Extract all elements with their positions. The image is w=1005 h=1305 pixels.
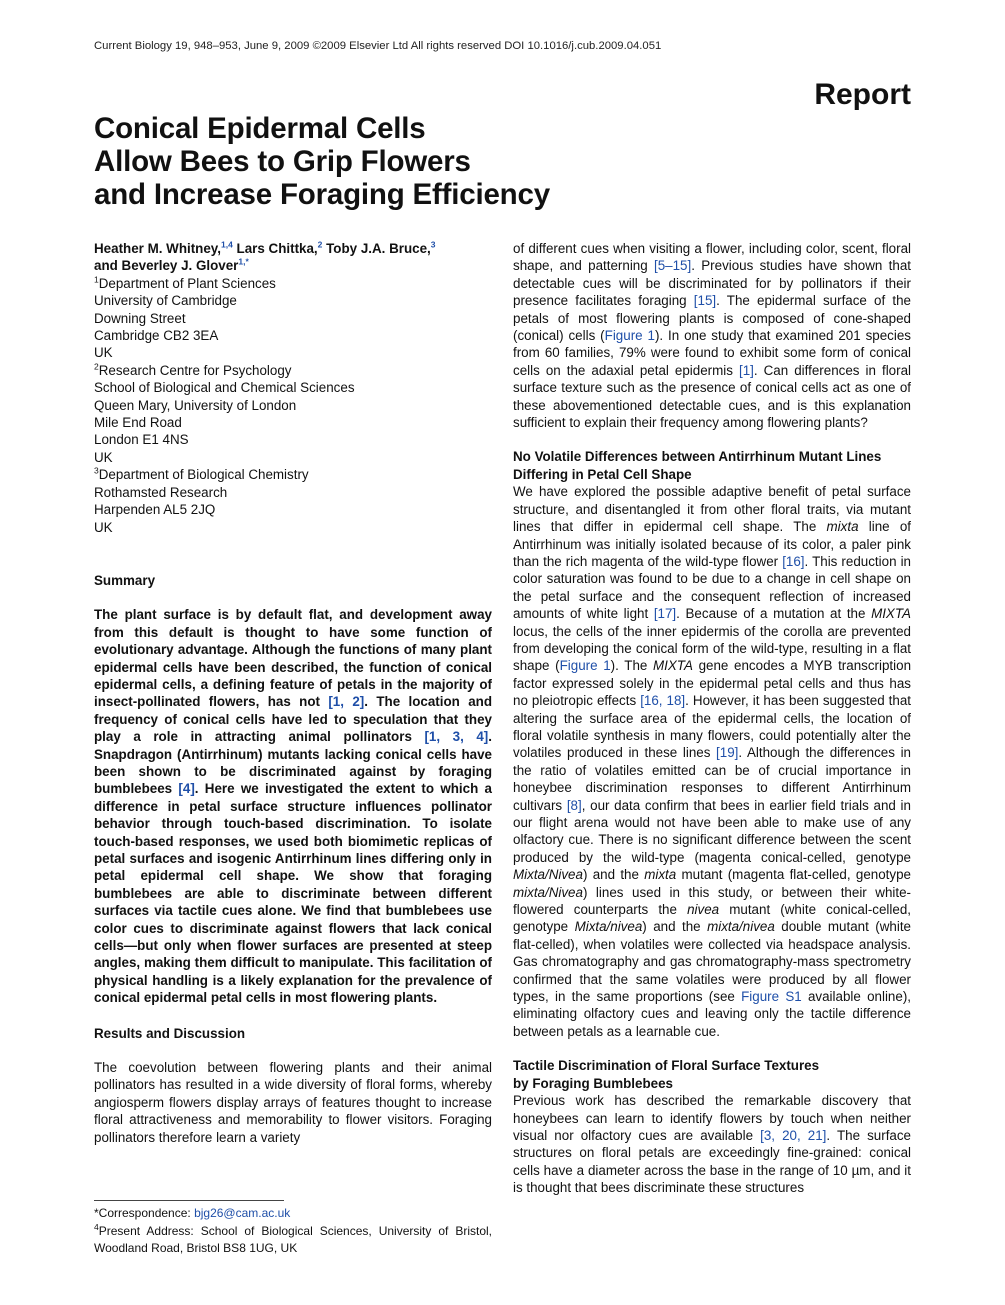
affiliation-line: University of Cambridge xyxy=(94,293,237,309)
citation-link[interactable]: [1] xyxy=(739,362,754,378)
body-text: locus, the cells of the inner epidermis of the corolla are prevented from developing the conical form of the wild-type, resulting in a flat shape ( xyxy=(513,623,911,674)
citation-link[interactable]: [19] xyxy=(716,745,739,761)
figure-link[interactable]: Figure S1 xyxy=(741,989,802,1005)
citation-link[interactable]: [1, 3, 4] xyxy=(424,729,489,745)
citation-link[interactable]: [1, 2] xyxy=(328,694,365,710)
author-name: Lars Chittka, xyxy=(232,241,318,256)
left-column xyxy=(94,240,492,1146)
affiliation-line: Department of Biological Chemistry xyxy=(98,467,309,483)
body-text: ) and the xyxy=(582,867,645,883)
citation-link[interactable]: [17] xyxy=(653,606,677,622)
citation-link[interactable]: [16, 18] xyxy=(640,693,686,709)
body-text: line of Antirrhinum was initially isolated because of its color, a paler pink than the rich magenta of the wild-type flower xyxy=(513,519,911,569)
results-heading: Results and Discussion xyxy=(94,1025,246,1041)
affiliation-line: Department of Plant Sciences xyxy=(98,275,276,291)
italic-term: Mixta/nivea xyxy=(574,919,643,935)
title-line: and Increase Foraging Efficiency xyxy=(94,178,550,211)
present-address-text: Present Address: School of Biological Sciences, University of Bristol, Woodland Road, Bristol BS8 1UG, UK xyxy=(94,1223,492,1255)
body-text: . Can differences in floral surface texture such as the presence of conical cells act as one of these abovementioned detectable cues, and is this explanation sufficient to explain their frequency among flowering plants? xyxy=(513,362,912,431)
citation-link[interactable]: [3, 20, 21] xyxy=(760,1127,827,1143)
section-heading-line: Differing in Petal Cell Shape xyxy=(513,466,692,482)
citation-link[interactable]: [15] xyxy=(693,293,717,309)
body-text: double mutant (white flat-celled), when volatiles were collected via headspace analysis. Gas chromatography and gas chromatography-mass spectrometry confirmed that the same volatiles were produced by all flower types, in the same proportions (see xyxy=(513,919,912,1005)
author-affiliation-sup[interactable]: 3 xyxy=(430,239,436,250)
summary-text: The plant surface is by default flat, and development away from this default is thought to have some function of evolutionary advantage. Although the functions of many plant epidermal cells have been described, the function of conical epidermal cells, a defining feature of petals in the majority of insect-pollinated flowers, has not xyxy=(94,607,492,710)
body-text: We have explored the possible adaptive benefit of petal surface structure, and disentangled it from other floral traits, via mutant lines that differ in epidermal cell shape. The xyxy=(513,484,911,535)
citation-link[interactable]: [16] xyxy=(782,553,805,569)
summary-heading: Summary xyxy=(94,572,156,588)
body-text: , our data confirm that bees in earlier field trials and in our flight arena would not have been able to make use of any olfactory cue. There is no significant difference between the scent produced by the wild-type (magenta conical-celled, genotype xyxy=(513,797,911,865)
author-affiliation-sup[interactable]: 1,4 xyxy=(220,239,233,250)
affiliation-line: Downing Street xyxy=(94,310,186,326)
body-text: . Although the differences in the ratio of volatiles emitted can be of crucial importance in honeybee discrimination responses to different Antirrhinum cultivars xyxy=(513,745,911,813)
body-text: ). In one study that examined 201 species from 60 families, 79% were found to exhibit some form of conical cells on the adaxial petal epidermis xyxy=(513,328,911,378)
body-text: Previous work has described the remarkable discovery that honeybees can learn to identify flowers by touch when neither visual nor olfactory cues are available xyxy=(513,1093,911,1143)
italic-term: mixta/nivea xyxy=(707,919,775,935)
body-text: . Previous studies have shown that detectable cues will be discriminated for by pollinators if their presence facilitates foraging xyxy=(513,258,911,309)
section-heading-line: by Foraging Bumblebees xyxy=(513,1075,673,1091)
affiliation-sup: 2 xyxy=(94,361,99,372)
body-text: . This reduction in color saturation was found to be due to a change in cell shape on the petal surface and the consequent reflection of increased amounts of white light xyxy=(513,553,911,622)
affiliation-line: Mile End Road xyxy=(94,415,182,431)
right-column xyxy=(513,240,911,1197)
section-paragraph xyxy=(513,1092,911,1196)
citation-link[interactable]: [5–15] xyxy=(653,258,692,274)
section-heading xyxy=(513,448,911,483)
italic-term: mixta xyxy=(826,519,859,535)
author-affiliation-sup[interactable]: 1,* xyxy=(238,256,249,267)
section-paragraph xyxy=(513,483,911,1040)
section-heading-line: Tactile Discrimination of Floral Surface Textures xyxy=(513,1058,820,1074)
intro-paragraph xyxy=(513,240,911,431)
italic-term: mixta/Nivea xyxy=(513,884,583,900)
summary-text: . Snapdragon (Antirrhinum) mutants lacking conical cells have been shown to be discriminated against by foraging bumblebees xyxy=(94,729,492,797)
body-text: ) and the xyxy=(642,919,708,935)
affiliation-line: Queen Mary, University of London xyxy=(94,397,297,413)
footnotes xyxy=(94,1203,492,1258)
footnote-divider xyxy=(94,1200,284,1201)
body-text: available online), eliminating olfactory cues and leaving only the tactile difference between petals as a learnable cue. xyxy=(513,989,911,1039)
correspondence-label: *Correspondence: xyxy=(94,1206,195,1220)
affiliation-line: Rothamsted Research xyxy=(94,484,228,500)
email-link[interactable]: bjg26@cam.ac.uk xyxy=(194,1206,291,1220)
author-name: Heather M. Whitney, xyxy=(94,241,221,256)
italic-term: MIXTA xyxy=(653,658,693,674)
body-text: of different cues when visiting a flower, including color, scent, floral shape, and patterning xyxy=(513,241,911,274)
body-text: ) lines used in this study, or between their white-flowered counterparts the xyxy=(513,884,911,918)
body-text: ). The xyxy=(610,658,653,674)
citation-link[interactable]: [8] xyxy=(566,797,582,813)
author-affiliation-sup[interactable]: 2 xyxy=(317,239,323,250)
body-text: . The surface structures on floral petals are exceedingly fine-grained: conical cells have a diameter across the base in the range of 10 µm, and it is thought that bees discriminate these structures xyxy=(513,1127,911,1196)
affiliation-sup: 3 xyxy=(94,465,99,476)
title-line: Allow Bees to Grip Flowers xyxy=(94,145,471,178)
article-type-label: Report xyxy=(814,78,911,111)
author-name: and Beverley J. Glover xyxy=(94,258,239,274)
section-heading-line: No Volatile Differences between Antirrhinum Mutant Lines xyxy=(513,449,882,465)
affiliation-line: UK xyxy=(94,449,113,465)
summary-text: . Here we investigated the extent to which a difference in petal surface structure influences pollinator behavior through touch-based discrimination. To isolate touch-based responses, we used both biomimetic replicas of petal surfaces and isogenic Antirrhinum lines differing only in petal epidermal cell shape. We show that foraging bumblebees are able to discriminate between different surfaces via tactile cues alone. We find that bumblebees use color cues to discriminate against flowers that lack conical cells—but only when flower surfaces are presented at steep angles, making them difficult to manipulate. This facilitation of physical handling is a likely explanation for the prevalence of conical epidermal petal cells in most flowering plants. xyxy=(94,781,492,1006)
affiliation-block xyxy=(94,275,492,536)
present-address-note xyxy=(94,1223,492,1258)
italic-term: MIXTA xyxy=(871,606,911,622)
affiliation-line: School of Biological and Chemical Sciences xyxy=(94,380,355,396)
affiliation-line: London E1 4NS xyxy=(94,432,189,448)
italic-term: nivea xyxy=(687,902,720,918)
figure-link[interactable]: Figure 1 xyxy=(559,658,611,674)
citation-link[interactable]: [4] xyxy=(178,781,195,797)
affiliation-line: Research Centre for Psychology xyxy=(98,362,292,378)
body-text: . The epidermal surface of the petals of most flowering plants is composed of cone-shaped (conical) cells ( xyxy=(513,293,911,344)
body-text: mutant (magenta flat-celled, genotype xyxy=(676,867,911,883)
footnote-sup: 4 xyxy=(94,1221,99,1232)
body-text: . However, it has been suggested that altering the surface area of the epidermal cells, the location of floral volatile synthesis in many flowers, could potentially alter the volatiles produced in these lines xyxy=(513,693,911,761)
journal-header: Current Biology 19, 948–953, June 9, 2009 ©2009 Elsevier Ltd All rights reserved DOI 10.1016/j.cub.2009.04.051 xyxy=(94,40,662,52)
correspondence-note xyxy=(94,1205,492,1223)
summary-text: . The location and frequency of conical cells have led to speculation that they play a role in attracting animal pollinators xyxy=(94,694,492,745)
affiliation-sup: 1 xyxy=(94,274,99,285)
body-text: gene encodes a MYB transcription factor expressed solely in the epidermal petal cells and thus has no pleiotropic effects xyxy=(513,658,912,709)
figure-link[interactable]: Figure 1 xyxy=(604,328,655,344)
author-name: Toby J.A. Bruce, xyxy=(322,241,431,256)
affiliation-line: UK xyxy=(94,519,113,535)
body-text: . Because of a mutation at the xyxy=(676,606,872,622)
italic-term: Mixta/Nivea xyxy=(513,867,583,883)
summary-paragraph xyxy=(94,606,492,1006)
author-list xyxy=(94,240,492,275)
affiliation-line: Harpenden AL5 2JQ xyxy=(94,502,216,518)
results-paragraph: The coevolution between flowering plants and their animal pollinators has resulted in a wide diversity of floral forms, whereby angiosperm flowers display arrays of features thought to increase floral attractiveness and memorability to flower visitors. Foraging pollinators therefore learn a variety xyxy=(94,1060,492,1145)
title-line: Conical Epidermal Cells xyxy=(94,112,426,145)
affiliation-line: UK xyxy=(94,345,113,361)
section-heading xyxy=(513,1057,911,1092)
affiliation-line: Cambridge CB2 3EA xyxy=(94,328,219,344)
article-title xyxy=(94,112,654,211)
italic-term: mixta xyxy=(644,867,677,883)
body-text: mutant (white conical-celled, genotype xyxy=(513,902,912,935)
